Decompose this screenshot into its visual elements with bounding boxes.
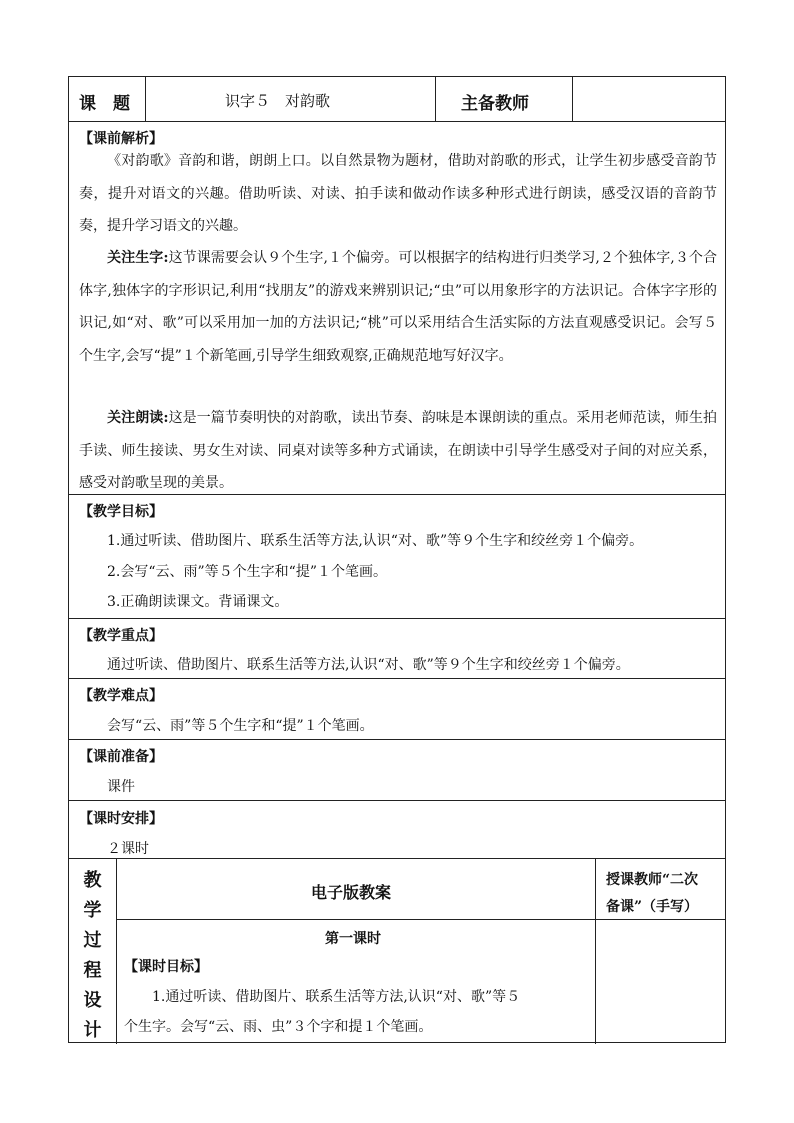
preview-p3-label: 关注朗读: (107, 410, 169, 426)
goal-item-2: 2.会写“云、雨”等５个生字和“提”１个笔画。 (107, 564, 387, 580)
process-side-char-4: 程 (83, 960, 102, 981)
process-side-char-1: 教 (83, 870, 102, 891)
lesson-plan-table (68, 76, 726, 1043)
process-side-char-6: 计 (83, 1020, 102, 1041)
schedule-text: ２课时 (107, 841, 149, 857)
process-divider-left (116, 859, 117, 1044)
goal-item-1: 1.通过听读、借助图片、联系生活等方法,认识“对、歌”等９个生字和绞丝旁１个偏旁。 (107, 533, 644, 549)
preview-paragraph-1 (79, 145, 717, 243)
preview-p2-label: 关注生字: (107, 250, 169, 266)
header-row (69, 77, 725, 121)
preview-paragraph-2 (79, 242, 717, 372)
process-right-header-2: 备课”（手写） (606, 899, 699, 915)
preparation-title: 【课前准备】 (79, 749, 163, 765)
lesson-goal-line-1: 1.通过听读、借助图片、联系生活等方法,认识“对、歌”等５ (152, 989, 521, 1005)
process-side-char-2: 学 (83, 900, 102, 921)
difficulties-section (69, 678, 725, 739)
preview-section (69, 121, 725, 494)
process-right-header-1: 授课教师“二次 (606, 872, 699, 888)
process-side-char-3: 过 (83, 930, 102, 951)
preview-p2-text: 这节课需要会认９个生字,１个偏旁。可以根据字的结构进行归类学习,２个独体字,３个合体字,独体字的字形识记,利用“找朋友”的游戏来辨别识记;“虫”可以用象形字的方法识记。合体字字形的识记,如“对、歌”可以采用加一加的方法识记;“桃”可以采用结合生活实际的方法直观感受识记。会写５个生字,会写“提”１个新笔画,引导学生细致观察,正确规范地写好汉字。 (79, 250, 717, 364)
key-points-section (69, 618, 725, 678)
process-section (69, 858, 725, 1042)
preparation-text: 课件 (107, 779, 135, 795)
teacher-label: 主备教师 (461, 94, 529, 114)
lesson-goal-title: 【课时目标】 (124, 959, 208, 975)
schedule-title: 【课时安排】 (79, 811, 163, 827)
lesson-goal-line-2: 个生字。会写“云、雨、虫”３个字和提１个笔画。 (124, 1019, 433, 1035)
lesson-title: 第一课时 (325, 931, 381, 947)
preview-paragraph-3 (79, 402, 717, 500)
key-points-text: 通过听读、借助图片、联系生活等方法,认识“对、歌”等９个生字和绞丝旁１个偏旁。 (107, 657, 630, 673)
preview-title: 【课前解析】 (79, 131, 163, 147)
schedule-section (69, 800, 725, 858)
difficulties-title: 【教学难点】 (79, 688, 163, 704)
preview-p1-text: 《对韵歌》音韵和谐，朗朗上口。以自然景物为题材，借助对韵歌的形式，让学生初步感受音韵节奏，提升对语文的兴趣。借助听读、对读、拍手读和做动作读多种形式进行朗读，感受汉语的音韵节奏，提升学习语文的兴趣。 (79, 153, 717, 234)
preparation-section (69, 739, 725, 800)
process-side-char-5: 设 (83, 990, 102, 1011)
process-header-line (116, 919, 725, 920)
topic-value: 识字５ 对韵歌 (225, 92, 331, 110)
header-divider-3 (572, 77, 573, 121)
header-divider-2 (435, 77, 436, 121)
goals-section (69, 494, 725, 618)
header-divider-1 (145, 77, 146, 121)
goals-title: 【教学目标】 (79, 504, 163, 520)
difficulties-text: 会写“云、雨”等５个生字和“提”１个笔画。 (107, 718, 374, 734)
key-points-title: 【教学重点】 (79, 628, 163, 644)
process-center-header: 电子版教案 (311, 883, 392, 902)
process-divider-right (595, 859, 596, 1044)
preview-p3-text: 这是一篇节奏明快的对韵歌，读出节奏、韵味是本课朗读的重点。采用老师范读，师生拍手读、师生接读、男女生对读、同桌对读等多种方式诵读，在朗读中引导学生感受对子间的对应关系，感受对韵歌呈现的美景。 (79, 410, 718, 491)
goal-item-3: 3.正确朗读课文。背诵课文。 (107, 594, 289, 610)
topic-label: 课 题 (79, 94, 130, 114)
